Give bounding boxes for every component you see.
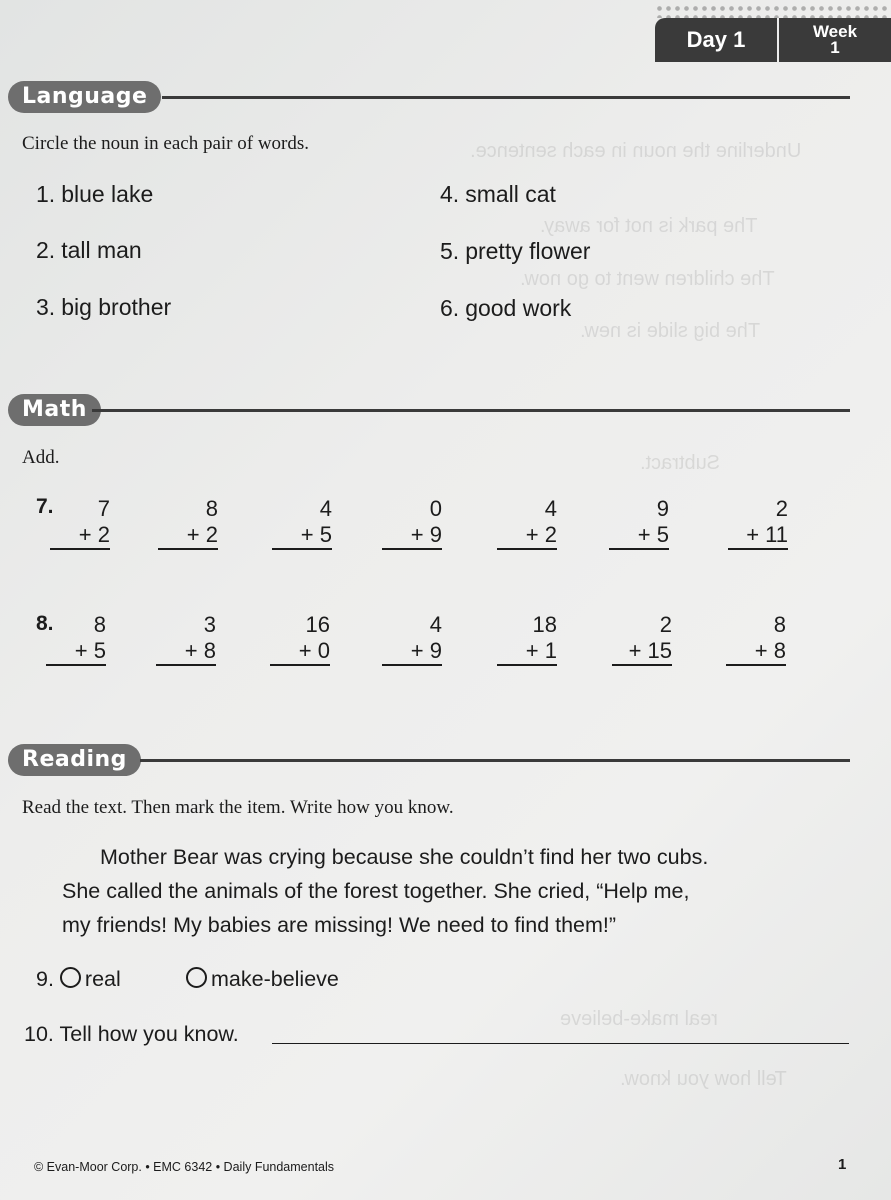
header-dot-pattern <box>655 4 891 18</box>
language-item <box>440 181 556 208</box>
footer-credit: © Evan-Moor Corp. • EMC 6342 • Daily Fundamentals <box>34 1160 335 1174</box>
addend-bottom: + 9 <box>382 638 442 666</box>
language-section-title <box>8 81 161 113</box>
page-number: 1 <box>838 1156 847 1173</box>
language-section-rule <box>162 96 850 99</box>
math-section-rule <box>92 409 850 412</box>
addition-problem <box>270 612 330 666</box>
language-item <box>36 237 142 264</box>
addend-bottom: + 15 <box>612 638 672 666</box>
addend-bottom: + 11 <box>728 522 788 550</box>
bleed-through-decoration: Subtract. <box>640 452 721 474</box>
addend-top: 8 <box>205 496 218 521</box>
bleed-through-decoration: Underline the noun in each sentence. <box>470 140 802 162</box>
addition-problem <box>609 496 669 550</box>
addend-bottom: + 8 <box>156 638 216 666</box>
addition-problem <box>46 612 106 666</box>
addition-problem <box>156 612 216 666</box>
question-9 <box>36 967 121 992</box>
question-9-option-2 <box>186 967 339 992</box>
addition-problem <box>497 496 557 550</box>
day-tab <box>655 18 777 62</box>
language-item <box>36 294 171 321</box>
addend-bottom: + 5 <box>609 522 669 550</box>
bleed-through-decoration: The park is not for away. <box>540 215 758 237</box>
make-believe-option-radio[interactable] <box>186 967 207 988</box>
addend-bottom: + 1 <box>497 638 557 666</box>
addend-top: 0 <box>429 496 442 521</box>
item-number: 6. <box>440 295 460 321</box>
math-section-title <box>8 394 101 426</box>
reading-passage <box>62 840 842 942</box>
addition-problem <box>382 612 442 666</box>
passage-line: my friends! My babies are missing! We need to find them!” <box>62 913 617 937</box>
addend-top: 18 <box>532 612 557 637</box>
question-10 <box>24 1022 239 1047</box>
addend-top: 9 <box>656 496 669 521</box>
week-label: Week <box>812 22 858 41</box>
addition-problem <box>728 496 788 550</box>
addend-top: 3 <box>203 612 216 637</box>
addition-problem <box>382 496 442 550</box>
addend-top: 4 <box>544 496 557 521</box>
reading-section-label: Reading <box>22 747 127 772</box>
item-text: small cat <box>465 181 556 207</box>
bleed-through-decoration: real make-believe <box>560 1008 718 1030</box>
addend-top: 4 <box>319 496 332 521</box>
passage-line: She called the animals of the forest together. She cried, “Help me, <box>62 879 690 903</box>
language-instruction: Circle the noun in each pair of words. <box>22 133 310 154</box>
week-tab <box>779 18 891 62</box>
item-text: big brother <box>61 294 172 320</box>
addend-bottom: + 2 <box>50 522 110 550</box>
addend-top: 8 <box>93 612 106 637</box>
week-number: 1 <box>830 38 840 57</box>
addend-bottom: + 8 <box>726 638 786 666</box>
addend-bottom: + 2 <box>158 522 218 550</box>
addend-bottom: + 5 <box>272 522 332 550</box>
addend-top: 16 <box>305 612 330 637</box>
real-option-label: real <box>84 967 121 991</box>
question-text: Tell how you know. <box>59 1022 239 1046</box>
addition-problem <box>497 612 557 666</box>
language-section-label: Language <box>22 84 148 109</box>
item-number: 5. <box>440 238 460 264</box>
item-number: 4. <box>440 181 460 207</box>
item-number: 1. <box>36 181 56 207</box>
addend-bottom: + 2 <box>497 522 557 550</box>
bleed-through-decoration: The big slide is new. <box>580 320 761 342</box>
real-option-radio[interactable] <box>60 967 81 988</box>
addition-problem <box>50 496 110 550</box>
addend-top: 7 <box>97 496 110 521</box>
answer-write-line[interactable] <box>272 1043 849 1044</box>
addend-bottom: + 9 <box>382 522 442 550</box>
addition-problem <box>158 496 218 550</box>
addend-top: 8 <box>773 612 786 637</box>
item-text: tall man <box>61 237 142 263</box>
item-number: 3. <box>36 294 56 320</box>
day-label: Day 1 <box>686 27 746 52</box>
question-number: 10. <box>24 1022 54 1046</box>
item-text: pretty flower <box>465 238 591 264</box>
addend-bottom: + 5 <box>46 638 106 666</box>
addend-top: 2 <box>775 496 788 521</box>
math-section-label: Math <box>22 397 87 422</box>
problem-row-7-number: 7. <box>36 495 54 518</box>
addition-problem <box>272 496 332 550</box>
language-item <box>440 238 590 265</box>
item-text: blue lake <box>61 181 154 207</box>
addition-problem <box>612 612 672 666</box>
addend-top: 2 <box>659 612 672 637</box>
item-text: good work <box>465 295 572 321</box>
language-item <box>36 181 153 208</box>
reading-section-title <box>8 744 141 776</box>
item-number: 2. <box>36 237 56 263</box>
reading-instruction: Read the text. Then mark the item. Write how you know. <box>22 797 454 818</box>
addend-top: 4 <box>429 612 442 637</box>
passage-line: Mother Bear was crying because she couldn’t find her two cubs. <box>100 845 709 869</box>
addend-bottom: + 0 <box>270 638 330 666</box>
bleed-through-decoration: The children went to go now. <box>520 268 775 290</box>
bleed-through-decoration: Tell how you know. <box>620 1068 787 1090</box>
math-instruction: Add. <box>22 447 60 468</box>
language-item <box>440 295 571 322</box>
reading-section-rule <box>140 759 850 762</box>
question-number: 9. <box>36 967 54 991</box>
problem-row-8-number: 8. <box>36 612 54 635</box>
addition-problem <box>726 612 786 666</box>
make-believe-option-label: make-believe <box>211 967 339 991</box>
